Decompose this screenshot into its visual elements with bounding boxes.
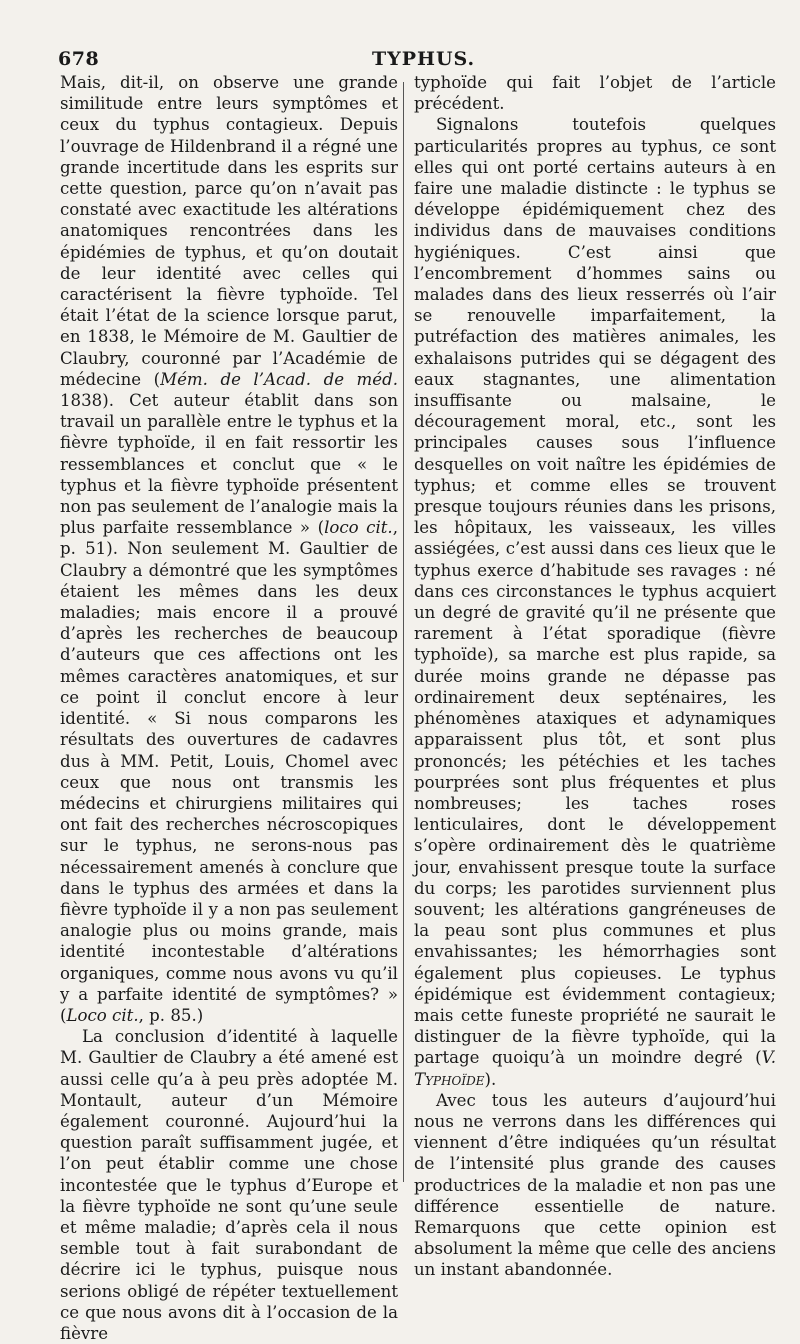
paragraph: La conclusion d’identité à laquelle M. Gaultier de Claubry a été amené est aussi celle qu’a à peu près adoptée M. Montault, auteur d’un Mémoire également couronné. Aujourd’hui la question paraît suffisamment jugée, et l’on peut établir comme une chose incontestée que le typhus d’Europe et la fièvre typhoïde ne sont qu’une seule et même maladie; d’après cela il nous semble tout à fait surabondant de décrire ici le typhus, puisque nous serions obligé de répéter textuellement ce que nous avons dit à l’occasion de la fièvre — [60, 1027, 398, 1343]
left-column — [60, 72, 398, 1344]
column-divider — [403, 82, 404, 1182]
citation: Mém. de l’Acad. de méd. — [160, 369, 399, 389]
page-number: 678 — [58, 48, 100, 70]
text-run: ). — [484, 1069, 497, 1089]
paragraph: Avec tous les auteurs d’aujourd’hui nous ne verrons dans les différences qui viennent d’être indiquées qu’un résultat de l’intensité plus grande des causes productrices de la maladie et non pas une différence essentielle de nature. Remarquons que cette opinion est absolument la même que celle des anciens un instant abandonnée. — [414, 1090, 776, 1280]
text-run: Mais, dit-il, on observe une grande similitude entre leurs symptômes et ceux du typhus contagieux. Depuis l’ouvrage de Hildenbrand il a régné une grande incertitude dans les esprits sur cette question, parce qu’on n’avait pas constaté avec exactitude les altérations anatomiques rencontrées dans les épidémies de typhus, et qu’on doutait de leur identité avec celles qui caractérisent la fièvre typhoïde. Tel était l’état de la science lorsque parut, en 1838, le Mémoire de M. Gaultier de Claubry, couronné par l’Académie de médecine ( — [60, 73, 398, 389]
text-run: , p. 51). Non seulement M. Gaultier de Claubry a démontré que les symptômes étaient les mêmes dans les deux maladies; mais encore il a prouvé d’après les recherches de beaucoup d’auteurs que ces affections ont les mêmes caractères anatomiques, et sur ce point il conclut encore à leur identité. « Si nous comparons les résultats des ouvertures de cadavres dus à MM. Petit, Louis, Chomel avec ceux que nous ont transmis les médecins et chirurgiens militaires qui ont fait des recherches nécroscopiques sur le typhus, ne serons-nous pas nécessairement amenés à conclure que dans le typhus des armées et dans la fièvre typhoïde il y a non pas seulement analogie plus ou moins grande, mais identité incontestable d’altérations organiques, comme nous avons vu qu’il y a parfaite identité de symptômes? » ( — [60, 518, 398, 1025]
text-run: , p. 85.) — [138, 1005, 204, 1025]
paragraph-continued: typhoïde qui fait l’objet de l’article précédent. — [414, 73, 776, 114]
text-run: Signalons toutefois quelques particularités propres au typhus, ce sont elles qui ont porté certains auteurs à en faire une maladie distincte : le typhus se développe épidémiquement chez des individus dans de mauvaises conditions hygiéniques. C’est ainsi que l’encombrement d’hommes sains ou malades dans des lieux resserrés où l’air se renouvelle imparfaitement, la putréfaction des matières animales, les exhalaisons putrides qui se dégagent des eaux stagnantes, une alimentation insuffisante ou malsaine, le découragement moral, etc., sont les principales causes sous l’influence desquelles on voit naître les épidémies de typhus; et comme elles se trouvent presque toujours réunies dans les prisons, les hôpitaux, les vaisseaux, les villes assiégées, c’est aussi dans ces lieux que le typhus exerce d’habitude ses ravages : né dans ces circonstances le typhus acquiert un degré de gravité qu’il ne présente que rarement à l’état sporadique (fièvre typhoïde), sa marche est plus rapide, sa durée moins grande ne dépasse pas ordinairement deux septénaires, les phénomènes ataxiques et adynamiques apparaissent plus tôt, et sont plus prononcés; les pétéchies et les taches pourprées sont plus fréquentes et plus nombreuses; les taches roses lenticulaires, dont le développement s’opère ordinairement dès le quatrième jour, envahissent presque toute la surface du corps; les parotides surviennent plus souvent; les altérations gangréneuses de la peau sont plus communes et plus envahissantes; les hémorrhagies sont également plus copieuses. Le typhus épidémique est évidemment contagieux; mais cette funeste propriété ne saurait le distinguer de la fièvre typhoïde, qui la partage quoiqu’à un moindre degré ( — [414, 115, 776, 1068]
text-run: 1838). Cet auteur établit dans son travail un parallèle entre le typhus et la fièvre typhoïde, il en fait ressortir les ressemblances et conclut que « le typhus et la fièvre typhoïde présentent non pas seulement de l’analogie mais la plus parfaite ressemblance » ( — [60, 391, 398, 538]
right-column — [414, 72, 776, 1281]
paragraph — [60, 72, 398, 1026]
cross-reference: V. Typhoïde — [414, 1048, 776, 1089]
running-title: TYPHUS. — [372, 48, 476, 70]
citation: loco cit. — [324, 518, 393, 538]
citation: Loco cit. — [66, 1005, 139, 1025]
paragraph — [414, 114, 776, 1089]
